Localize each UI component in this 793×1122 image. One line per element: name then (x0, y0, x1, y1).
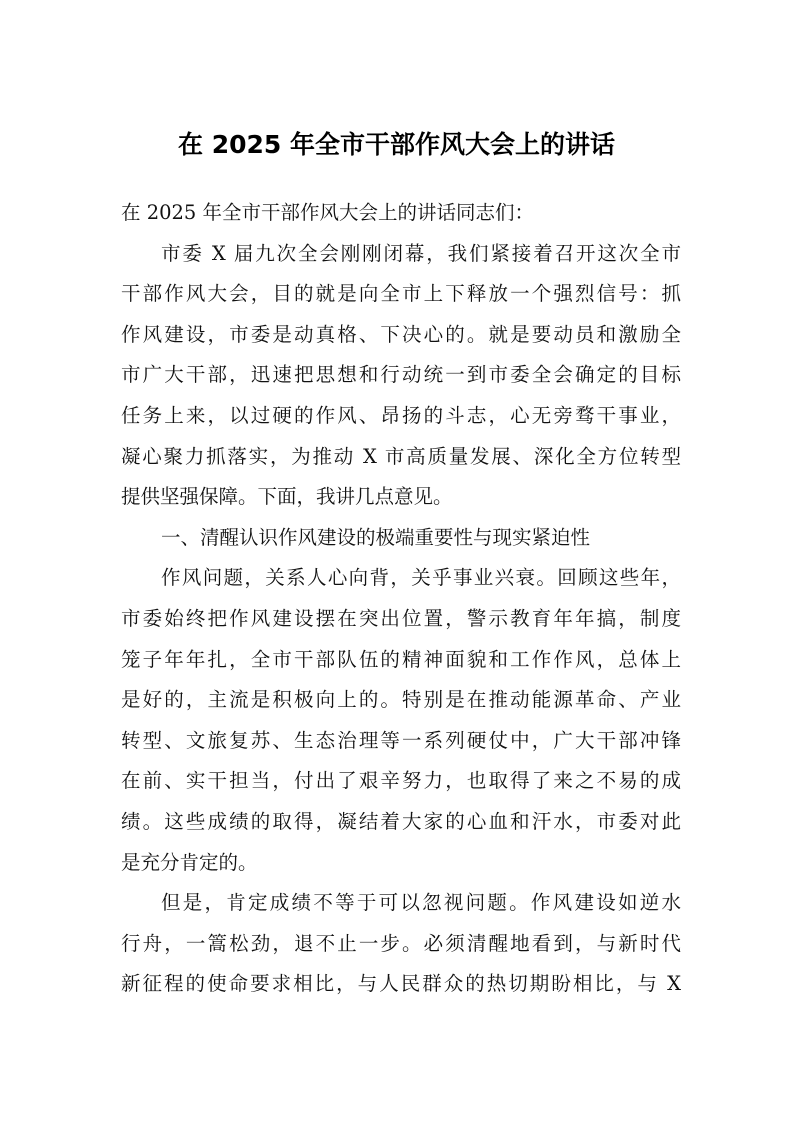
paragraph-line: 干部作风大会，目的就是向全市上下释放一个强烈信号：抓 (121, 282, 681, 306)
paragraph-line: 凝心聚力抓落实，为推动 X 市高质量发展、深化全方位转型 (121, 444, 681, 468)
section-heading: 一、清醒认识作风建设的极端重要性与现实紧迫性 (161, 525, 591, 549)
paragraph-line: 行舟，一篙松劲，退不止一步。必须清醒地看到，与新时代 (121, 931, 681, 955)
paragraph-line: 是好的，主流是积极向上的。特别是在推动能源革命、产业 (121, 688, 681, 712)
salutation-line: 在 2025 年全市干部作风大会上的讲话同志们： (121, 201, 535, 224)
paragraph-line: 任务上来，以过硬的作风、昂扬的斗志，心无旁骛干事业， (121, 403, 681, 427)
paragraph-line: 新征程的使命要求相比，与人民群众的热切期盼相比，与 X (121, 972, 681, 996)
paragraph-line: 作风问题，关系人心向背，关乎事业兴衰。回顾这些年， (161, 566, 681, 590)
paragraph-line: 市广大干部，迅速把思想和行动统一到市委全会确定的目标 (121, 363, 681, 387)
paragraph-line: 转型、文旅复苏、生态治理等一系列硬仗中，广大干部冲锋 (121, 728, 681, 752)
paragraph-line: 市委始终把作风建设摆在突出位置，警示教育年年搞，制度 (121, 606, 681, 630)
paragraph-line: 是充分肯定的。 (121, 850, 258, 874)
paragraph-line: 市委 X 届九次全会刚刚闭幕，我们紧接着召开这次全市 (161, 241, 681, 265)
paragraph-line: 笼子年年扎，全市干部队伍的精神面貌和工作作风，总体上 (121, 647, 681, 671)
paragraph-line: 作风建设，市委是动真格、下决心的。就是要动员和激励全 (121, 322, 681, 346)
paragraph-line: 在前、实干担当，付出了艰辛努力，也取得了来之不易的成 (121, 769, 681, 793)
paragraph-line: 但是，肯定成绩不等于可以忽视问题。作风建设如逆水 (161, 891, 681, 915)
paragraph-line: 绩。这些成绩的取得，凝结着大家的心血和汗水，市委对此 (121, 809, 681, 833)
document-body (121, 193, 681, 1005)
paragraph-line: 提供坚强保障。下面，我讲几点意见。 (121, 485, 453, 509)
document-title: 在 2025 年全市干部作风大会上的讲话 (178, 130, 615, 159)
